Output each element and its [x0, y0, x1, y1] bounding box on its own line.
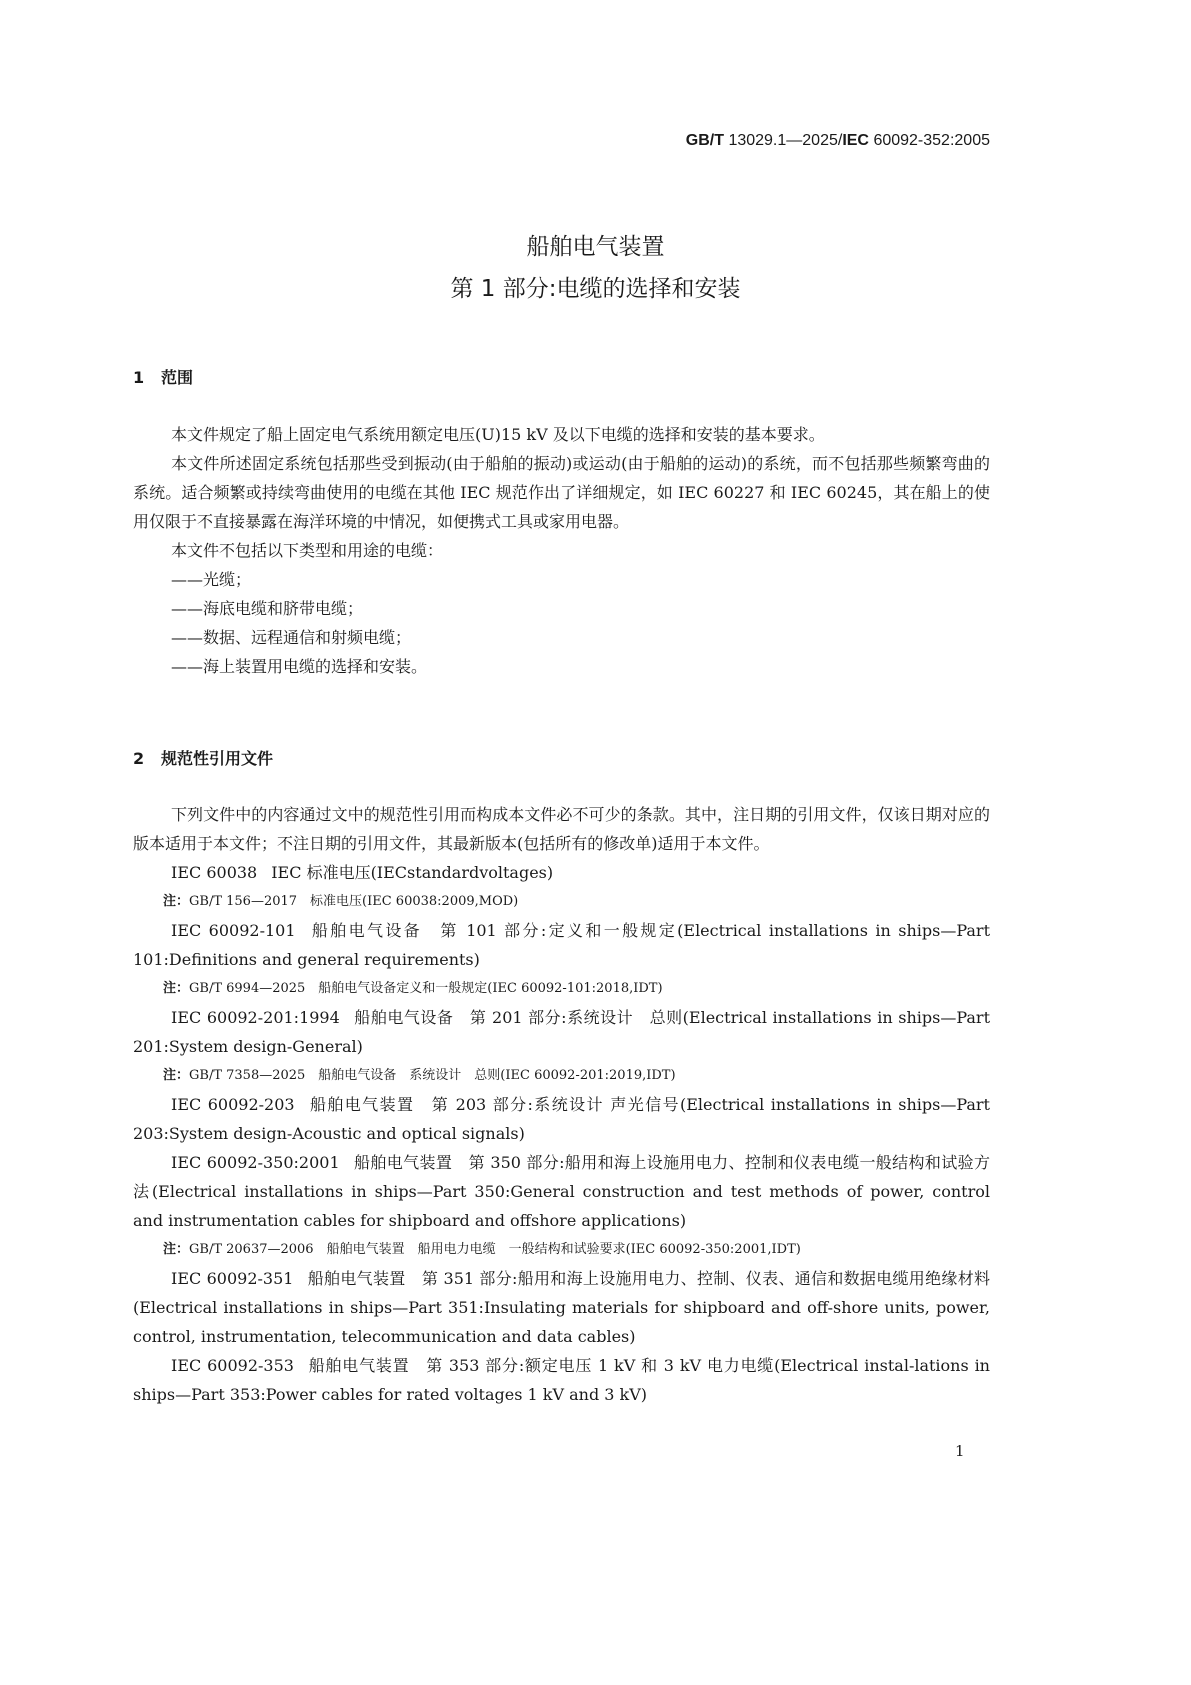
note-label: 注：: [163, 1068, 190, 1083]
reference-title: 船舶电气装置 第 351 部分:船用和海上设施用电力、控制、仪表、通信和数据电缆用绝缘材料(Electrical installations in ships—Part 351:Insulating materials for shipboard and off-shore units, power, control, instrumentation, telecommunication and data cables): [133, 1269, 990, 1346]
reference-note: [133, 1061, 990, 1090]
list-item: ——海上装置用电缆的选择和安装。: [171, 657, 428, 676]
note-label: 注：: [163, 894, 190, 909]
section-title: 规范性引用文件: [161, 749, 274, 768]
reference-entry: [133, 916, 990, 974]
header-iec: IEC: [842, 132, 869, 149]
reference-note: [133, 974, 990, 1003]
reference-note: [133, 1235, 990, 1264]
note-text: GB/T 6994—2025 船舶电气设备定义和一般规定(IEC 60092-101:2018,IDT): [189, 981, 663, 996]
reference-code: IEC 60092-203: [171, 1095, 295, 1114]
reference-entry: [133, 1090, 990, 1148]
reference-title: 船舶电气设备 第 201 部分:系统设计 总则(Electrical installations in ships—Part 201:System design-General): [133, 1008, 990, 1056]
section-1-body: [133, 420, 990, 681]
reference-note: [133, 887, 990, 916]
title-line-2: 第 1 部分:电缆的选择和安装: [450, 276, 741, 302]
reference-entry: [133, 858, 990, 887]
note-text: GB/T 20637—2006 船舶电气装置 船用电力电缆 一般结构和试验要求(IEC 60092-350:2001,IDT): [189, 1242, 801, 1257]
reference-code: IEC 60092-353: [171, 1356, 294, 1375]
list-item: ——海底电缆和脐带电缆；: [171, 599, 364, 618]
section-2-body: [133, 800, 990, 1409]
reference-code: IEC 60092-351: [171, 1269, 294, 1288]
reference-title: IEC 标准电压(IECstandardvoltages): [271, 863, 554, 882]
scope-paragraph-3: 本文件不包括以下类型和用途的电缆：: [171, 541, 444, 560]
section-2-heading: [133, 746, 273, 769]
note-label: 注：: [163, 981, 190, 996]
header-number: 13029.1—2025/: [728, 132, 843, 149]
reference-entry: [133, 1351, 990, 1409]
note-text: GB/T 156—2017 标准电压(IEC 60038:2009,MOD): [189, 894, 519, 909]
reference-code: IEC 60092-201:1994: [171, 1008, 340, 1027]
section-number: 2: [133, 749, 145, 768]
reference-title: 船舶电气装置 第 203 部分:系统设计 声光信号(Electrical installations in ships—Part 203:System design-Acoustic and optical signals): [133, 1095, 990, 1143]
title-line-1: 船舶电气装置: [526, 234, 665, 260]
section-title: 范围: [161, 368, 194, 387]
reference-code: IEC 60038: [171, 863, 258, 882]
scope-paragraph-1: 本文件规定了船上固定电气系统用额定电压(U)15 kV 及以下电缆的选择和安装的基本要求。: [171, 425, 825, 444]
document-header: [686, 132, 990, 150]
reference-code: IEC 60092-101: [171, 921, 296, 940]
note-text: GB/T 7358—2025 船舶电气设备 系统设计 总则(IEC 60092-201:2019,IDT): [189, 1068, 676, 1083]
reference-entry: [133, 1003, 990, 1061]
reference-title: 船舶电气装置 第 350 部分:船用和海上设施用电力、控制和仪表电缆一般结构和试验方法(Electrical installations in ships—Part 350:General construction and test methods of power, control and instrumentation cables for shipboard and offshore applications): [133, 1153, 991, 1230]
page-number: 1: [955, 1442, 965, 1460]
reference-title: 船舶电气装置 第 353 部分:额定电压 1 kV 和 3 kV 电力电缆(Electrical instal-lations in ships—Part 353:Power cables for rated voltages 1 kV and 3 kV): [133, 1356, 990, 1404]
reference-title: 船舶电气设备 第 101 部分:定义和一般规定(Electrical installations in ships—Part 101:Definitions and general requirements): [133, 921, 990, 969]
reference-entry: [133, 1148, 990, 1235]
reference-entry: [133, 1264, 990, 1351]
reference-code: IEC 60092-350:2001: [171, 1153, 340, 1172]
header-gbt: GB/T: [685, 132, 724, 149]
section-number: 1: [133, 368, 145, 387]
list-item: ——数据、远程通信和射频电缆；: [171, 628, 412, 647]
note-label: 注：: [163, 1242, 190, 1257]
section-1-heading: [133, 365, 193, 388]
scope-paragraph-2: 本文件所述固定系统包括那些受到振动(由于船舶的振动)或运动(由于船舶的运动)的系统，而不包括那些频繁弯曲的系统。适合频繁或持续弯曲使用的电缆在其他 IEC 规范作出了详细规定，如 IEC 60227 和 IEC 60245，其在船上的使用仅限于不直接暴露在海洋环境的中情况，如便携式工具或家用电器。: [133, 454, 990, 531]
list-item: ——光缆；: [171, 570, 252, 589]
header-iec-number: 60092-352:2005: [873, 132, 990, 149]
references-intro: 下列文件中的内容通过文中的规范性引用而构成本文件必不可少的条款。其中，注日期的引用文件，仅该日期对应的版本适用于本文件；不注日期的引用文件，其最新版本(包括所有的修改单)适用于本文件。: [133, 805, 990, 853]
